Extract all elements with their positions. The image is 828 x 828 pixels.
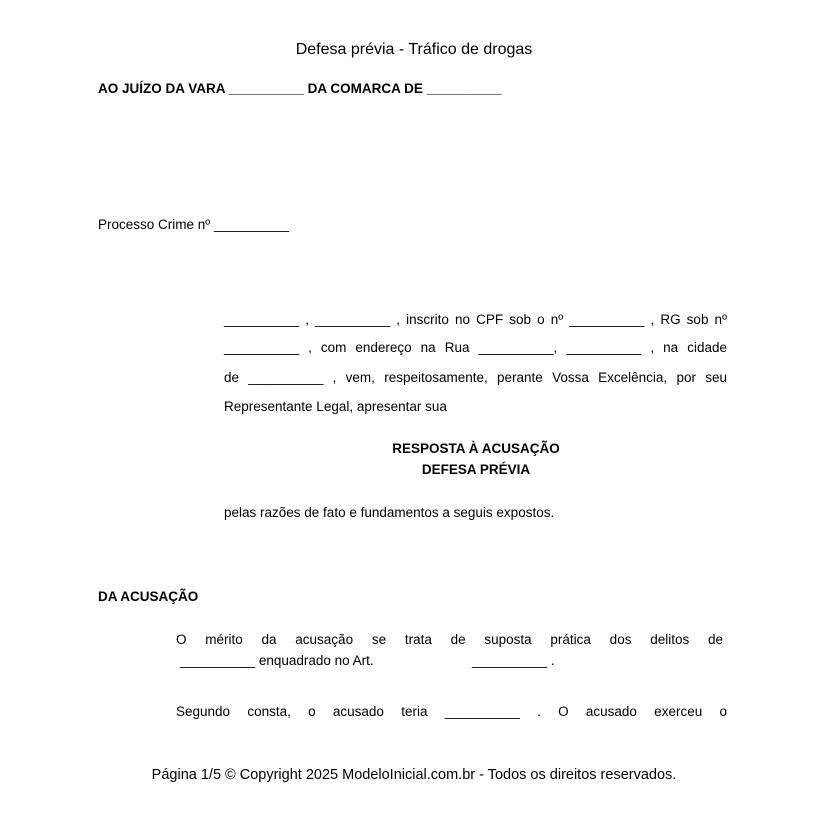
address-line: AO JUÍZO DA VARA __________ DA COMARCA DE __________ [98,81,502,96]
response-title: RESPOSTA À ACUSAÇÃO [392,441,560,456]
process-number-line: Processo Crime nº __________ [98,217,290,232]
qualification-line-3: de __________ , vem, respeitosamente, perante Vossa Excelência, por seu [224,370,727,385]
qualification-line-4: Representante Legal, apresentar sua [224,399,447,414]
document-title: Defesa prévia - Tráfico de drogas [295,41,533,58]
section-heading-accusation: DA ACUSAÇÃO [98,589,199,604]
qualification-line-1: __________ , __________ , inscrito no CPF sob o nº __________ , RG sob nº [224,312,727,327]
qualification-line-2: __________ , com endereço na Rua __________, __________ , na cidade [224,340,727,355]
defense-title: DEFESA PRÉVIA [421,462,531,477]
accusation-line-2-blank: __________ . [472,653,555,668]
reasons-line: pelas razões de fato e fundamentos a seguis expostos. [224,505,555,520]
page-footer: Página 1/5 © Copyright 2025 ModeloInicial.com.br - Todos os direitos reservados. [151,767,677,783]
accusation-line-1: O mérito da acusação se trata de suposta prática dos delitos de [176,632,723,647]
accusation-line-2: __________ enquadrado no Art. [180,653,374,668]
consta-line: Segundo consta, o acusado teria __________ . O acusado exerceu o [176,704,727,719]
